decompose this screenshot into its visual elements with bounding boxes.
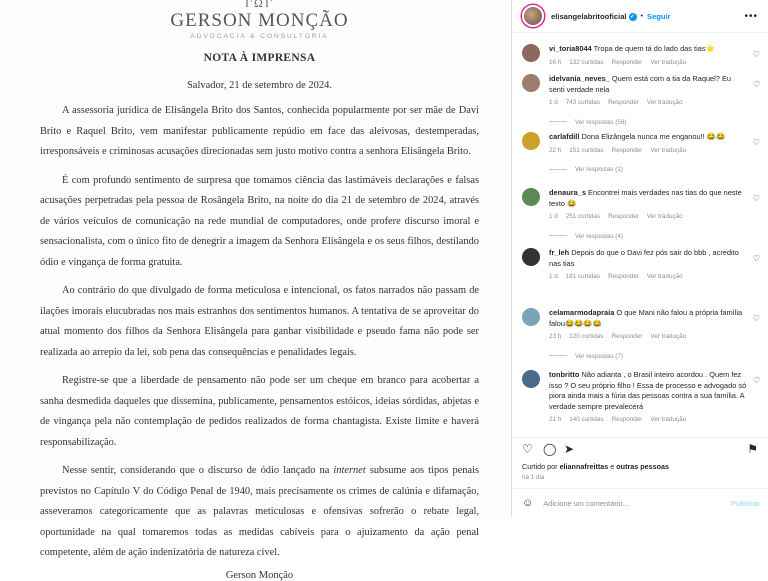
post-username[interactable] xyxy=(551,12,637,21)
share-send-icon[interactable]: ➤ xyxy=(564,442,575,456)
comment-body xyxy=(549,132,748,156)
comment-body xyxy=(549,308,748,343)
reply-button[interactable]: Responder xyxy=(608,273,639,280)
avatar[interactable] xyxy=(522,132,540,150)
avatar[interactable] xyxy=(522,44,540,62)
translate-button[interactable]: Ver tradução xyxy=(650,333,687,340)
post-actions-bar xyxy=(513,437,768,459)
comment-text: O que Mani não falou a própria família falou😂😂😂😂 xyxy=(549,308,743,328)
comment-likes[interactable]: 140 curtidas xyxy=(569,416,604,423)
follow-button[interactable]: Seguir xyxy=(647,11,671,21)
comment-like-heart-icon[interactable]: ♡ xyxy=(752,376,760,385)
document-paragraph: Ao contrário do que divulgado de forma meticulosa e intencional, os fatos narrados não passam de ilações imorais elucubradas nos mais estranhos dos sentimentos humanos. A tentativa de se aproveitar do atual momento dos filhos da Senhora Elisângela para ganhar visibilidade e pseudo fama não pode ser realizada ao arrepio da lei, sob pena das consequências e penalidades legais. xyxy=(40,285,479,358)
liked-by-line xyxy=(522,462,669,471)
publish-button[interactable]: Publicar xyxy=(730,498,760,508)
translate-button[interactable]: Ver tradução xyxy=(650,58,687,66)
comment-time: 1 d xyxy=(549,273,558,280)
reply-button[interactable]: Responder xyxy=(611,146,643,154)
paragraph-italic-word: internet xyxy=(333,465,366,476)
document-signature: Gerson Monção xyxy=(225,569,294,581)
post-header xyxy=(513,0,768,33)
liked-prefix: Curtido por xyxy=(522,462,558,471)
comment-meta xyxy=(549,212,748,223)
comment-username[interactable]: tonbritto xyxy=(549,370,580,379)
comment-like-heart-icon[interactable]: ♡ xyxy=(752,138,760,147)
comment-time: 1 d xyxy=(549,99,558,106)
bookmark-icon[interactable]: ⚑ xyxy=(747,442,758,456)
username-text[interactable]: elisangelabritooficial xyxy=(551,11,627,21)
document-date: Salvador, 21 de setembro de 2024. xyxy=(186,80,333,91)
comment-text: Encontrei mais verdades nas tias do que neste texto 😂 xyxy=(549,188,742,208)
verified-badge-icon: ✓ xyxy=(630,13,636,20)
comment-item xyxy=(522,74,762,126)
avatar[interactable] xyxy=(522,5,544,27)
comment-text: Quem está com a tia da Raquel? Eu senti verdade nela xyxy=(549,74,732,94)
liked-suffix: e xyxy=(610,462,615,471)
comment-body xyxy=(549,188,748,223)
comment-like-heart-icon[interactable]: ♡ xyxy=(752,194,760,203)
comment-time: 16 h xyxy=(549,58,562,66)
comment-text: Depois do que o Davi fez pós sair do bbb , acredito nas tias xyxy=(549,248,739,268)
separator-dot: • xyxy=(640,12,643,20)
comment-text: Tropa de quem tá do lado das tias⭐ xyxy=(593,44,715,53)
comment-input[interactable] xyxy=(543,499,713,508)
paragraph-text: Nesse sentir, considerando que o discurso de ódio lançado na xyxy=(62,465,330,476)
view-replies-button[interactable]: Ver respostas (58) xyxy=(549,119,762,126)
comment-like-heart-icon[interactable]: ♡ xyxy=(752,254,760,263)
reply-button[interactable]: Responder xyxy=(611,416,643,423)
like-heart-icon[interactable]: ♡ xyxy=(522,442,533,456)
comment-item xyxy=(522,188,762,240)
comment-time: 21 h xyxy=(549,416,562,423)
comment-meta xyxy=(549,146,748,157)
comment-username[interactable]: denaura_s xyxy=(549,188,586,197)
comment-likes[interactable]: 181 curtidas xyxy=(565,273,601,280)
comment-text: Não adianta , o Brasil inteiro acordou . Quem fez isso ? O seu próprio filho ! Essa de processo e advogado só piora ainda mais a fúria das pessoas contra a sua família. A verdade sempre prevalecerá xyxy=(549,370,747,411)
post-side-panel xyxy=(513,0,768,517)
liked-by-user[interactable]: eliannafreittas xyxy=(559,462,609,471)
avatar[interactable] xyxy=(522,248,540,266)
comment-like-heart-icon[interactable]: ♡ xyxy=(752,80,760,89)
comment-item xyxy=(522,248,762,283)
comment-meta xyxy=(549,272,748,283)
comment-meta xyxy=(549,98,748,109)
comment-meta xyxy=(549,415,748,426)
comment-like-heart-icon[interactable]: ♡ xyxy=(752,50,760,59)
comment-username[interactable]: fr_leh xyxy=(549,248,570,257)
comment-username[interactable]: carlafdill xyxy=(549,132,580,141)
comment-body xyxy=(549,44,748,68)
comment-body xyxy=(549,74,748,109)
comment-meta xyxy=(549,58,748,69)
comment-like-heart-icon[interactable]: ♡ xyxy=(752,314,760,323)
comment-body xyxy=(549,370,748,426)
comment-item xyxy=(522,44,762,68)
reply-button[interactable]: Responder xyxy=(611,333,643,340)
comment-meta xyxy=(549,332,748,343)
document-paragraph xyxy=(40,461,479,564)
avatar[interactable] xyxy=(522,188,540,206)
comment-likes[interactable]: 120 curtidas xyxy=(569,333,604,340)
comment-username[interactable]: celamarmodapraia xyxy=(549,308,615,317)
comment-time: 1 d xyxy=(549,213,558,220)
comment-time: 23 h xyxy=(549,333,562,340)
view-replies-button[interactable]: Ver respostas (4) xyxy=(549,233,762,240)
view-replies-button[interactable]: Ver respostas (1) xyxy=(549,166,762,173)
paragraph-text: subsume aos tipos penais previstos no Capítulo V do Código Penal de 1940, mais precisamente os crimes de calúnia e difamação, asseveramos categoricamente que as palavras meticulosas e ofensivas sofrerão o rebate legal, oportunidade na qual tomaremos todas as medidas cabíveis para o ajuizamento da ação penal competente, além de ação indenizatória de natureza cível. xyxy=(40,465,479,558)
document-paragraph: Registre-se que a liberdade de pensamento não pode ser um cheque em branco para acobertar a sanha desmedida daqueles que dissemina, publicamente, pensamentos estóicos, ideias sórdidas, abjetas e de vingança pela não contemplação de pedidos realizados de forma chantagista. Existe limite e haverá responsabilização. xyxy=(40,375,479,448)
translate-button[interactable]: Ver tradução xyxy=(646,99,683,106)
comment-body xyxy=(549,248,748,283)
document-title: NOTA À IMPRENSA xyxy=(203,52,316,64)
more-horizontal-icon[interactable]: ••• xyxy=(744,11,758,22)
post-time-ago: há 1 dia xyxy=(522,474,545,481)
comment-likes[interactable]: 743 curtidas xyxy=(565,99,601,106)
reply-button[interactable]: Responder xyxy=(611,58,643,66)
comment-bubble-icon[interactable]: ◯ xyxy=(543,442,557,456)
liked-others[interactable]: outras pessoas xyxy=(616,462,670,471)
firm-subtitle: ADVOCACIA & CONSULTORIA xyxy=(190,33,329,40)
reply-button[interactable]: Responder xyxy=(608,99,639,106)
comments-list xyxy=(513,36,768,431)
avatar[interactable] xyxy=(522,308,540,326)
comment-username[interactable]: idelvania_neves_ xyxy=(549,74,610,83)
firm-name: GERSON MONÇÃO xyxy=(170,10,349,31)
add-comment-bar xyxy=(513,488,768,517)
emoji-smiley-icon[interactable]: ☺ xyxy=(522,497,534,509)
comment-text: Dona Elizângela nunca me enganou!! 😂😂 xyxy=(581,132,726,141)
comment-item xyxy=(522,308,762,360)
firm-logo-mark: ΓΩΓ xyxy=(245,0,274,10)
comment-item xyxy=(522,132,762,173)
translate-button[interactable]: Ver tradução xyxy=(646,213,683,220)
translate-button[interactable]: Ver tradução xyxy=(650,146,687,154)
comment-likes[interactable]: 132 curtidas xyxy=(569,58,604,66)
comment-time: 22 h xyxy=(549,146,562,154)
translate-button[interactable]: Ver tradução xyxy=(646,273,683,280)
comment-likes[interactable]: 251 curtidas xyxy=(565,213,601,220)
document-paragraph: É com profundo sentimento de surpresa que tomamos ciência das lastimáveis declarações e falsas acusações perpetradas pela pessoa de Rosângela Brito, na noite do dia 21 de setembro de 2024, através de vários veículos de comunicação na rede mundial de computadores, onde profere discurso imoral e sensacionalista, com o único fito de denegrir a imagem da Senhora Elisângela e os seus filhos, destilando ódio e vingança de forma gratuita. xyxy=(40,174,479,268)
comment-username[interactable]: vi_toria8044 xyxy=(549,44,592,53)
translate-button[interactable]: Ver tradução xyxy=(650,416,687,423)
avatar[interactable] xyxy=(522,370,540,388)
reply-button[interactable]: Responder xyxy=(608,213,639,220)
document-paragraph: A assessoria jurídica de Elisângela Brito dos Santos, conhecida popularmente por ser mãe de Davi Brito e Raquel Brito, vem manifestar publicamente repúdio em face das aleivosas, destemperadas, irresponsáveis e criminosas acusações direcionadas sem justo motivo contra a senhora Elisângela Brito. xyxy=(40,105,479,157)
comment-likes[interactable]: 151 curtidas xyxy=(569,146,604,154)
view-replies-button[interactable]: Ver respostas (7) xyxy=(549,353,762,360)
avatar[interactable] xyxy=(522,74,540,92)
comment-item xyxy=(522,370,762,426)
